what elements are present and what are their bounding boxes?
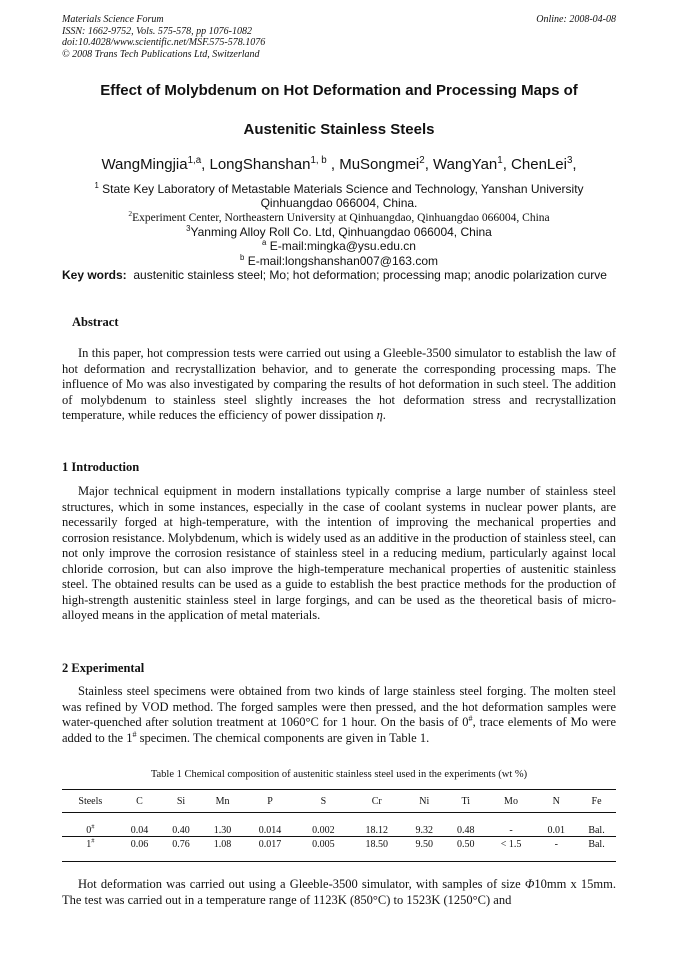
table-cell: 0.40 [172,825,190,836]
table-cell: 0.002 [312,825,335,836]
column-header: Si [160,790,202,813]
abstract-text [62,346,616,424]
author-separator: , [326,156,340,173]
table-cell: < 1.5 [487,837,536,862]
affiliation-mark: 2 [128,209,133,219]
keywords-text: austenitic stainless steel; Mo; hot deformation; processing map; anodic polarization curve [133,268,607,282]
table-cell: 0.76 [160,837,202,862]
affiliation-mark: 1 [94,181,99,190]
table-cell: 0.01 [547,825,566,836]
table-cell: Bal. [577,837,616,862]
author-name: WangMingjia [101,156,188,173]
experimental-text: , trace elements of Mo were added to the 1 [62,715,616,745]
author-affiliation-mark: 2 [419,155,425,166]
column-header: Mn [202,790,244,813]
table-cell: 0.017 [243,837,296,862]
author-affiliation-mark: 1 [497,155,503,166]
author-separator: , [502,156,512,173]
table-cell: 18.50 [350,837,403,862]
table-cell: 9.50 [403,837,445,862]
table-row [62,813,616,837]
column-header: Steels [62,790,119,813]
email-b-text: E-mail:longshanshan007@163.com [247,254,438,268]
table-header-row [62,790,616,813]
experimental-text: specimen. The chemical components are given in Table 1. [136,730,430,745]
column-header: Fe [577,790,616,813]
column-header: N [536,790,578,813]
table-cell [62,837,119,862]
steel-mark: # [468,713,473,723]
journal-name: Materials Science Forum [62,14,164,25]
column-header: P [243,790,296,813]
steel-mark: # [132,729,137,739]
column-header: C [119,790,161,813]
author-separator: , [201,156,210,173]
eta-symbol: η [376,408,383,422]
experimental-text: Stainless steel specimens were obtained from two kinds of large stainless steel forging. The molten steel was refined by VOD method. The forged samples were then pressed, and the hot deformation samples were water-quenched after solution treatment at 1060°C for 1 hour. On the basis of 0 [62,684,616,729]
table-cell: 0.04 [130,825,149,836]
column-header: Ti [445,790,487,813]
column-header: Cr [350,790,403,813]
table-cell: 0.005 [297,837,350,862]
affiliation-3-text: Yanming Alloy Roll Co. Ltd, Qinhuangdao 066004, China [190,225,492,239]
experimental-heading: 2 Experimental [62,661,145,675]
author-affiliation-mark: 1,a [187,155,202,166]
author-name: ChenLei [511,156,567,173]
introduction-text: Major technical equipment in modern installations typically comprise a large number of stainless steel structures, which in some instances, especially in the case of coolant systems in nuclear power plants, are necessarily forged at high-temperature, with the intention of improving the mechanical properties and corrosion resistance. Molybdenum, which is widely used as an additive in the production of stainless steel, can not only improve the corrosion resistance of stainless steel in a reducing medium, particularly against local chloride corrosion, but can also improve the high-temperature mechanical properties of austenitic stainless steel. The obtained results can be used as a guide to establish the best practice methods for the production of high-strength austenitic stainless steel in large forgings, and can be used as the theoretical basis of micro-alloyed means in the application of metal materials. [62,484,616,622]
abstract-end: . [382,408,386,422]
email-a [62,239,616,253]
author-name: MuSongmei [339,156,420,173]
keywords-label: Key words: [62,268,127,282]
doi-line: doi:10.4028/www.scientific.net/MSF.575-578.1076 [62,37,266,48]
author-separator: , [424,156,434,173]
table-row [62,837,616,862]
page-header [62,14,616,60]
column-header: S [297,790,350,813]
author-affiliation-mark: 1, b [310,155,327,166]
paper-title-line-2: Austenitic Stainless Steels [243,121,435,138]
affiliation-3 [62,225,616,239]
author-name: LongShanshan [209,156,311,173]
phi-symbol: Φ [524,877,535,891]
introduction-heading: 1 Introduction [62,460,140,474]
abstract-body: In this paper, hot compression tests were carried out using a Gleeble-3500 simulator to establish the law of hot deformation and recrystallization behavior, and to generate the corresponding processing maps. The influence of Mo was also investigated by comparing the results of hot deformation in such steel. The addition of molybdenum to stainless steel slightly increases the hot deformation stress and recrystallization temperature, while reduces the efficiency of power dissipation [62,346,616,422]
email-a-text: E-mail:mingka@ysu.edu.cn [269,239,416,253]
table-caption: Table 1 Chemical composition of austenitic stainless steel used in the experiments (wt %) [150,769,528,780]
table-cell: Bal. [588,825,605,836]
author-list [0,156,678,173]
table-cell: - [509,825,513,836]
table-cell: 9.32 [415,825,433,836]
steel-mark: # [91,823,95,831]
experimental-paragraph-2 [62,877,616,908]
abstract-heading: Abstract [72,315,119,329]
steel-mark: # [91,837,95,845]
affiliation-1-line-1: State Key Laboratory of Metastable Materials Science and Technology, Yanshan University [102,182,584,196]
affiliation-mark: 3 [186,224,191,233]
author-affiliation-mark: 3 [566,155,573,166]
author-separator: , [572,156,577,173]
issn-line: ISSN: 1662-9752, Vols. 575-578, pp 1076-1082 [62,25,252,37]
column-header: Mo [487,790,536,813]
experimental-text: Hot deformation was carried out using a Gleeble-3500 simulator, with samples of size [78,877,525,891]
table-cell: 0.50 [445,837,487,862]
online-date: Online: 2008-04-08 [536,14,616,25]
affiliation-2-text: Experiment Center, Northeastern University at Qinhuangdao, Qinhuangdao 066004, China [132,212,550,224]
author-name: WangYan [433,156,498,173]
affiliation-1-city: Qinhuangdao 066004, China. [260,196,418,210]
email-mark: a [262,238,267,247]
affiliation-2 [62,211,616,225]
table-cell: - [536,837,578,862]
table-cell: 1.30 [213,825,232,836]
keywords [62,268,616,282]
email-b [62,254,616,268]
affiliation-1 [62,182,616,196]
table-cell: 18.12 [365,825,388,836]
table-cell: 0.48 [457,825,475,836]
experimental-paragraph-1 [62,684,616,746]
table-cell [62,813,119,837]
chemical-composition-table [62,789,616,862]
experimental-text: 10mm x 15mm. The test was carried out in a temperature range of 1123K (850°C) to 1523K (1250°C) and [62,877,616,907]
email-mark: b [240,253,245,262]
paper-title-line-1: Effect of Molybdenum on Hot Deformation and Processing Maps of [100,82,578,99]
table-cell: 0.06 [119,837,161,862]
copyright-line: © 2008 Trans Tech Publications Ltd, Switzerland [62,48,260,60]
steel-id: 0 [86,825,92,836]
table-cell: 0.014 [258,825,282,836]
steel-id: 1 [86,839,92,850]
table-cell: 1.08 [202,837,244,862]
column-header: Ni [403,790,445,813]
